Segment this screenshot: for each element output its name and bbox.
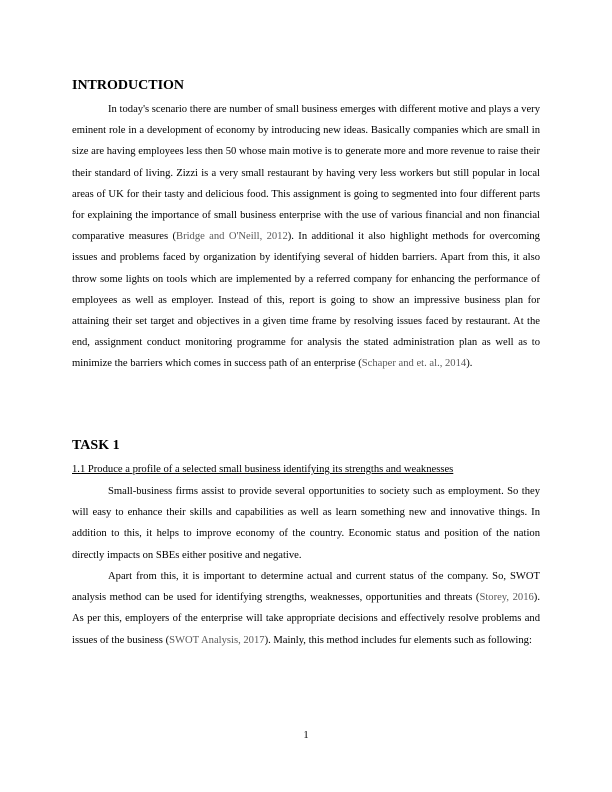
task1-heading: TASK 1 xyxy=(72,438,120,453)
task1-paragraph-2-text-3: ). Mainly, this method includes fur elements such as following: xyxy=(264,634,532,646)
task1-paragraph-1: Small-business firms assist to provide several opportunities to society such as employment. So they will easy to enhance their skills and capabilities as well as learn something new and innovative things. In addition to this, it helps to improve economy of the country. Economic status and position of the nation directly impacts on SBEs either positive and negative. xyxy=(72,486,540,561)
citation-swot-analysis: SWOT Analysis, 2017 xyxy=(169,634,265,646)
citation-bridge-oneill: Bridge and O'Neill, 2012 xyxy=(176,231,288,243)
task1-paragraph-2-text-1: Apart from this, it is important to determine actual and current status of the company. So, SWOT analysis method can be used for identifying strengths, weaknesses, opportunities and threats ( xyxy=(72,571,540,604)
citation-storey: Storey, 2016 xyxy=(479,592,534,604)
introduction-text-2: ). In additional it also highlight methods for overcoming issues and problems faced by organization by identifying several of hidden barriers. Apart from this, it also throw some lights on tools which are implemented by a referred company for enhancing the performance of employees as well as employer. Instead of this, report is going to show an impressive business plan for attaining their set target and objectives in a given time frame by resolving issues faced by restaurant. At the end, assignment conduct monitoring programme for analysis the stated administration plan as well as to minimize the barriers which comes in success path of an enterprise ( xyxy=(72,231,540,370)
task1-subheading: 1.1 Produce a profile of a selected small business identifying its strengths and weaknesses xyxy=(72,464,454,475)
introduction-text-3: ). xyxy=(466,358,473,370)
page-number: 1 xyxy=(303,730,309,741)
task1-paragraph-2-text-2: ). As per this, employers of the enterprise will take appropriate decisions and effectively resolve problems and issues of the business ( xyxy=(72,592,540,646)
introduction-paragraph xyxy=(72,99,540,375)
introduction-text-1: In today's scenario there are number of small business emerges with different motive and plays a very eminent role in a development of economy by introducing new ideas. Basically companies which are small in size are having employees less then 50 whose main motive is to generate more and more revenue to raise their their standard of living. Zizzi is a very small restaurant by having very less workers but still popular in local areas of UK for their tasty and delicious food. This assignment is going to segmented into four different parts for explaining the importance of small business enterprise with the use of various financial and non financial comparative measures ( xyxy=(72,104,540,243)
task1-paragraph-2 xyxy=(72,566,540,651)
introduction-heading: INTRODUCTION xyxy=(72,78,185,93)
citation-schaper: Schaper and et. al., 2014 xyxy=(361,358,467,370)
